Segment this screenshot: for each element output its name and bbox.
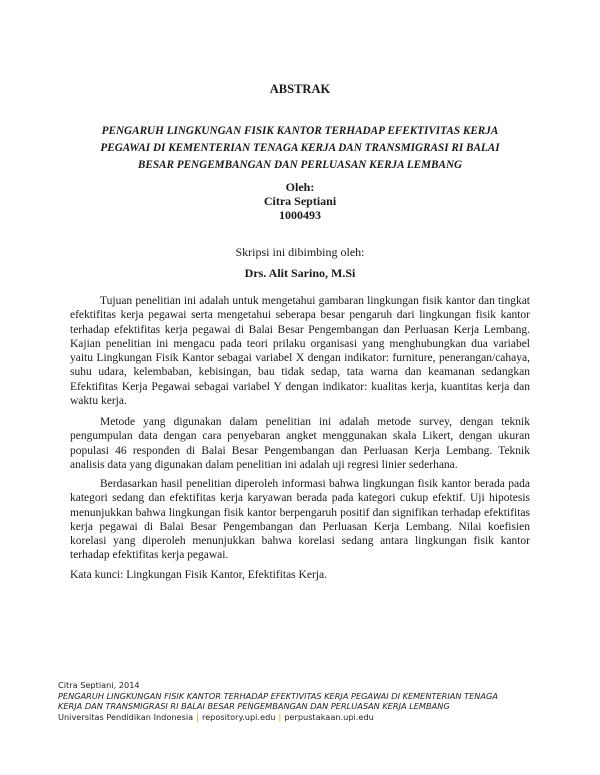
thesis-title-line: PEGAWAI DI KEMENTERIAN TENAGA KERJA DAN TRANSMIGRASI RI BALAI bbox=[100, 142, 500, 154]
student-id: 1000493 bbox=[279, 208, 321, 222]
footer-university: Universitas Pendidikan Indonesia bbox=[58, 711, 194, 722]
footer-title-line: PENGARUH LINGKUNGAN FISIK KANTOR TERHADAP EFEKTIVITAS KERJA PEGAWAI DI KEMENTERIAN TENAGA bbox=[58, 690, 498, 701]
thesis-title bbox=[70, 123, 530, 174]
footer-title-line: KERJA DAN TRANSMIGRASI RI BALAI BESAR PENGEMBANGAN DAN PERLUASAN KERJA LEMBANG bbox=[58, 701, 450, 711]
footer-repository-link[interactable]: repository.upi.edu bbox=[201, 711, 276, 722]
footer-separator: | bbox=[196, 711, 199, 722]
footer-author-year: Citra Septiani, 2014 bbox=[58, 680, 140, 690]
footer-links bbox=[58, 712, 558, 723]
page-footer bbox=[58, 680, 558, 722]
by-label: Oleh: bbox=[285, 180, 315, 194]
footer-separator: | bbox=[278, 711, 282, 722]
author-block bbox=[0, 180, 600, 222]
keywords: Kata kunci: Lingkungan Fisik Kantor, Efektifitas Kerja. bbox=[70, 569, 327, 581]
thesis-title-line: BESAR PENGEMBANGAN DAN PERLUASAN KERJA LEMBANG bbox=[137, 159, 463, 171]
abstract-paragraph: Tujuan penelitian ini adalah untuk mengetahui gambaran lingkungan fisik kantor dan tingkat efektifitas kerja pegawai serta mengetahui seberapa besar pengaruh dari lingkungan fisik kantor terhadap efektifitas kerja pegawai di Balai Besar Pengembangan dan Perluasan Kerja Lembang. Kajian penelitian ini mengacu pada teori prilaku organisasi yang menghubungkan dua variabel yaitu Lingkungan Fisik Kantor sebagai variabel X dengan indikator: furniture, penerangan/cahaya, suhu udara, kelembaban, kebisingan, bau tidak sedap, tata warna dan keamanan sedangkan Efektifitas Kerja Pegawai sebagai variabel Y dengan indikator: kualitas kerja, kuantitas kerja dan waktu kerja. bbox=[70, 295, 530, 408]
supervisor-name: Drs. Alit Sarino, M.Si bbox=[244, 266, 356, 280]
abstract-paragraph: Berdasarkan hasil penelitian diperoleh informasi bahwa lingkungan fisik kantor berada pada kategori sedang dan efektifitas kerja karyawan berada pada kategori cukup efektif. Uji hipotesis menunjukkan bahwa lingkungan fisik kantor berpengaruh positif dan signifikan terhadap efektifitas kerja pegawai di Balai Besar Pengembangan dan Perluasan Kerja Lembang. Nilai koefisien korelasi yang diperoleh menunjukkan bahwa korelasi sedang antara lingkungan fisik kantor terhadap efektifitas kerja pegawai. bbox=[70, 478, 530, 562]
footer-library-link[interactable]: perpustakaan.upi.edu bbox=[284, 711, 374, 722]
author-name: Citra Septiani bbox=[263, 194, 337, 208]
thesis-title-line: PENGARUH LINGKUNGAN FISIK KANTOR TERHADAP EFEKTIVITAS KERJA bbox=[101, 125, 499, 137]
abstract-heading: ABSTRAK bbox=[269, 82, 331, 96]
supervisor-intro: Skripsi ini dibimbing oleh: bbox=[235, 245, 365, 259]
abstract-paragraph: Metode yang digunakan dalam penelitian ini adalah metode survey, dengan teknik pengumpulan data dengan cara penyebaran angket menggunakan skala Likert, dengan ukuran populasi 46 responden di Balai Besar Pengembangan dan Perluasan Kerja Lembang. Teknik analisis data yang digunakan dalam penelitian ini adalah uji regresi linier sederhana. bbox=[70, 416, 530, 471]
